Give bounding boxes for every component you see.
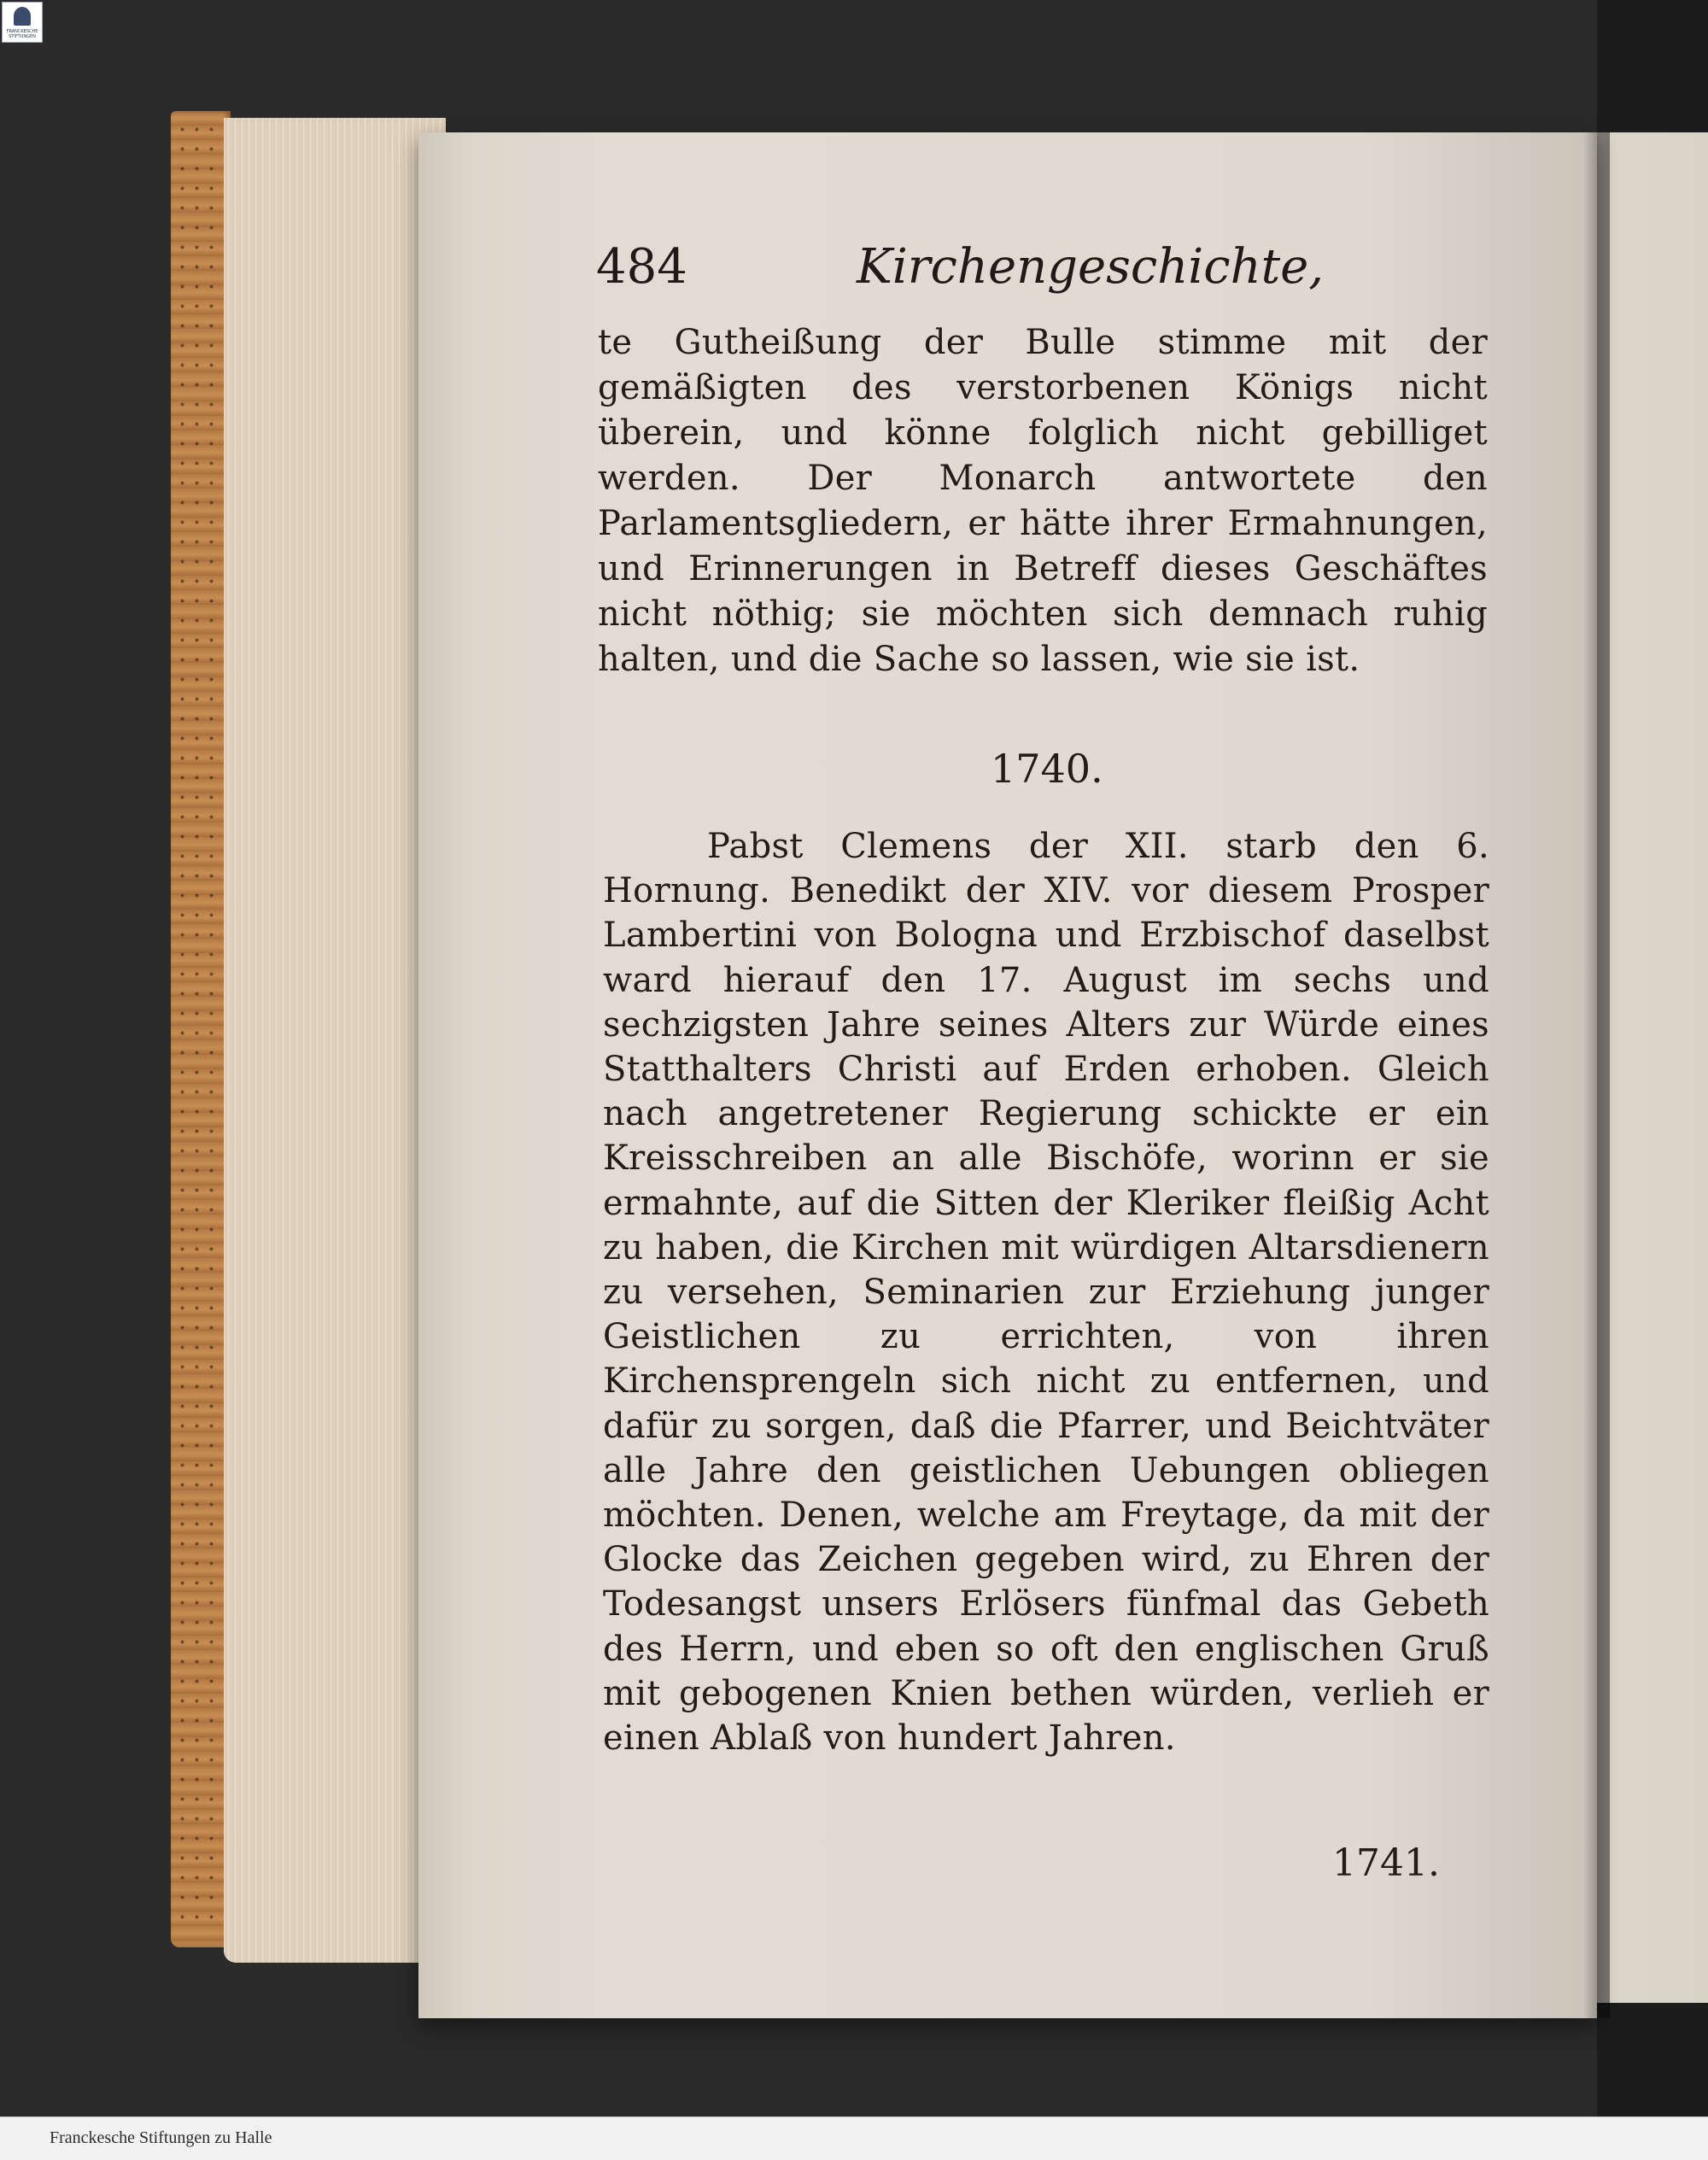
page-header bbox=[596, 229, 1488, 306]
paragraph-continued: te Gutheißung der Bulle stimme mit der gemäßigten des verstorbenen Königs nicht überein, und könne folglich nicht gebilliget werden. Der Monarch antwortete den Parlamentsgliedern, er hätte ihrer Ermahnungen, und Erinnerungen in Betreff dieses Geschäftes nicht nöthig; sie möchten sich demnach ruhig halten, und die Sache so lassen, wie sie ist. bbox=[598, 323, 1488, 679]
page-stack-edge bbox=[224, 118, 446, 1963]
institution-name: Franckesche Stiftungen zu Halle bbox=[50, 2128, 272, 2147]
logo-mark bbox=[14, 7, 31, 26]
book-cover-speckle bbox=[175, 120, 225, 1930]
catchword: 1741. bbox=[1332, 1841, 1440, 1885]
page-number: 484 bbox=[596, 239, 687, 295]
running-head: Kirchengeschichte, bbox=[857, 239, 1325, 295]
logo-text: FRANCKESCHE STIFTUNGEN bbox=[6, 29, 38, 39]
page-gutter-shadow bbox=[1584, 132, 1610, 2018]
paragraph-1740: Pabst Clemens der XII. starb den 6. Hornung. Benedikt der XIV. vor diesem Prosper Lambertini von Bologna und Erzbischof daselbst ward hierauf den 17. August im sechs und sechzigsten Jahre seines Alters zur Würde eines Statthalters Christi auf Erden erhoben. Gleich nach angetretener Regierung schickte er ein Kreisschreiben an alle Bischöfe, worinn er sie ermahnte, auf die Sitten der Kleriker fleißig Acht zu haben, die Kirchen mit würdigen Altarsdienern zu versehen, Seminarien zur Erziehung junger Geistlichen zu errichten, von ihren Kirchensprengeln sich nicht zu entfernen, und dafür zu sorgen, daß die Pfarrer, und Beichtväter alle Jahre den geistlichen Uebungen obliegen möchten. Denen, welche am Freytage, da mit der Glocke das Zeichen gegeben wird, zu Ehren der Todesangst unsers Erlösers fünfmal das Gebeth des Herrn, und eben so oft den englischen Gruß mit gebogenen Knien bethen würden, verlieh er einen Ablaß von hundert Jahren. bbox=[603, 827, 1489, 1759]
franckesche-stiftungen-logo-icon bbox=[2, 2, 43, 43]
year-heading: 1740. bbox=[991, 746, 1103, 792]
